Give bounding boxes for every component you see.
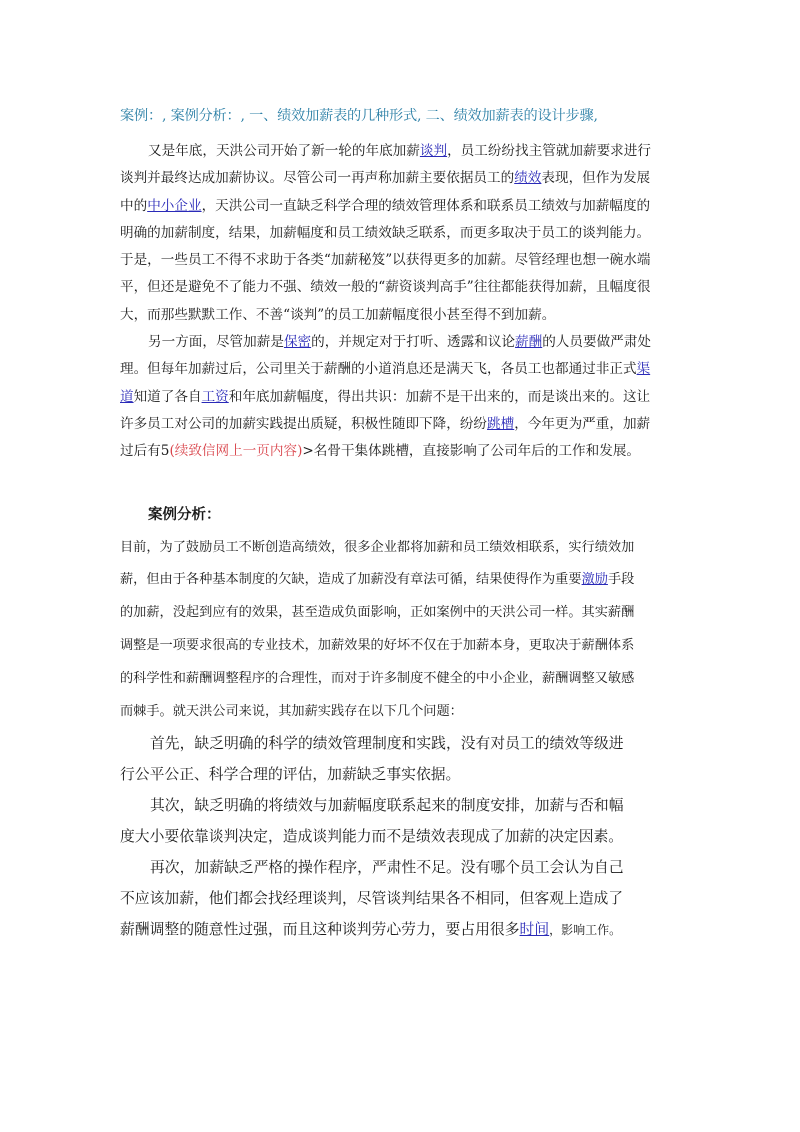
text: 的，并规定对于打听、透露和议论 [311,334,516,351]
text-line: 不应该加薪，他们都会找经理谈判，尽管谈判结果各不相同，但客观上造成了 [120,890,624,908]
text: 和年底加薪幅度，得出共识：加薪不是干出来的，而是谈出来的。这让 [228,388,651,405]
text-line: 明确的加薪制度，结果，加薪幅度和员工绩效缺乏联系，而更多取决于员工的谈判能力。 [120,224,651,241]
text: 另一方面，尽管加薪是 [148,334,284,351]
text: 薪酬调整的随意性过强，而且这种谈判劳心劳力，要占用很多 [120,921,520,939]
text-line: 的加薪，没起到应有的效果，甚至造成负面影响，正如案例中的天洪公司一样。其实薪酬 [120,605,635,621]
text-line [120,193,680,220]
link-channel[interactable]: 道 [120,388,134,405]
text-line: 目前，为了鼓励员工不断创造高绩效，很多企业都将加薪和员工绩效相联系，实行绩效加 [120,539,635,555]
text: 手段 [607,572,635,588]
text-line: 于是，一些员工不得不求助于各类“加薪秘笈”以获得更多的加薪。尽管经理也想一碗水端 [120,252,651,269]
text: ，天洪公司一直缺乏科学合理的绩效管理体系和联系员工绩效与加薪幅度的 [201,197,651,214]
text: 薪，但由于各种基本制度的欠缺，造成了加薪没有章法可循，结果使得作为重要 [120,572,582,588]
problem-first [120,728,680,790]
problem-second [120,790,680,852]
text-line [120,411,680,438]
text: ，今年更为严重，加薪 [514,415,651,432]
text: 中的 [120,197,148,214]
link-wages[interactable]: 工资 [201,388,229,405]
text-line [120,384,680,411]
link-salary[interactable]: 薪酬 [515,334,543,351]
link-confidential[interactable]: 保密 [283,334,312,351]
document-title: 案例：, 案例分析：, 一、绩效加薪表的几种形式, 二、绩效加薪表的设计步骤, [120,108,598,124]
text: ，员工纷纷找主管就加薪要求进行 [447,143,651,159]
text: 过后有5 [120,443,170,460]
text-line: 而棘手。就天洪公司来说，其加薪实践存在以下几个问题： [120,703,463,719]
text-line: 度大小要依靠谈判决定，造成谈判能力而不是绩效表现成了加薪的决定因素。 [120,828,624,846]
text-line [120,329,680,356]
text: 知道了各自 [133,388,202,405]
text: 的人员要做严肃处 [542,334,651,351]
link-performance[interactable]: 绩效 [514,170,542,187]
link-sme[interactable]: 中小企业 [147,197,202,214]
link-incentive[interactable]: 激励 [581,572,608,588]
text-line: 首先，缺乏明确的科学的绩效管理制度和实践，没有对员工的绩效等级进 [150,735,624,753]
text: ，影响工作。 [549,923,622,938]
text: 理。但每年加薪过后，公司里关于薪酬的小道消息还是满天飞，各员工也都通过非正式 [120,361,637,378]
text-line [120,564,680,597]
text: 谈判并最终达成加薪协议。尽管公司一再声称加薪主要依据员工的 [120,170,515,187]
text-line [120,165,680,192]
text: 表现，但作为发展 [541,170,651,187]
text: 许多员工对公司的加薪实践提出质疑，积极性随即下降，纷纷 [120,415,488,432]
text-line: 平，但还是避免不了能力不强、绩效一般的“薪资谈判高手”往往都能获得加薪，且幅度很 [120,279,651,296]
text-line [120,138,680,165]
continuation-note: (续致信网上一页内容) [169,443,303,460]
text-line: 行公平公正、科学合理的评估，加薪缺乏事实依据。 [120,766,461,784]
analysis-heading: 案例分析： [148,505,221,523]
text-line: 大，而那些默默工作、不善“谈判”的员工加薪幅度很小甚至得不到加薪。 [120,306,556,323]
text-line: 调整是一项要求很高的专业技术，加薪效果的好坏不仅在于加薪本身，更取决于薪酬体系 [120,637,635,653]
text-line [120,914,680,946]
text-line [120,356,680,383]
text: >名骨干集体跳槽，直接影响了公司年后的工作和发展。 [302,443,641,460]
link-job-hopping[interactable]: 跳槽 [487,415,515,432]
text-line [120,438,680,465]
problem-third [120,852,680,946]
text-line: 其次，缺乏明确的将绩效与加薪幅度联系起来的制度安排，加薪与否和幅 [150,797,624,815]
link-channel[interactable]: 渠 [636,361,651,378]
link-time[interactable]: 时间 [519,921,550,939]
document-page [120,104,680,946]
text-line: 的科学性和薪酬调整程序的合理性，而对于许多制度不健全的中小企业，薪酬调整又敏感 [120,670,635,686]
text: 又是年底，天洪公司开始了新一轮的年底加薪 [148,143,420,159]
analysis-paragraph [120,532,680,729]
text-line: 再次，加薪缺乏严格的操作程序，严肃性不足。没有哪个员工会认为自己 [150,859,624,877]
link-negotiation[interactable]: 谈判 [419,143,448,159]
case-paragraph-1 [120,138,680,466]
